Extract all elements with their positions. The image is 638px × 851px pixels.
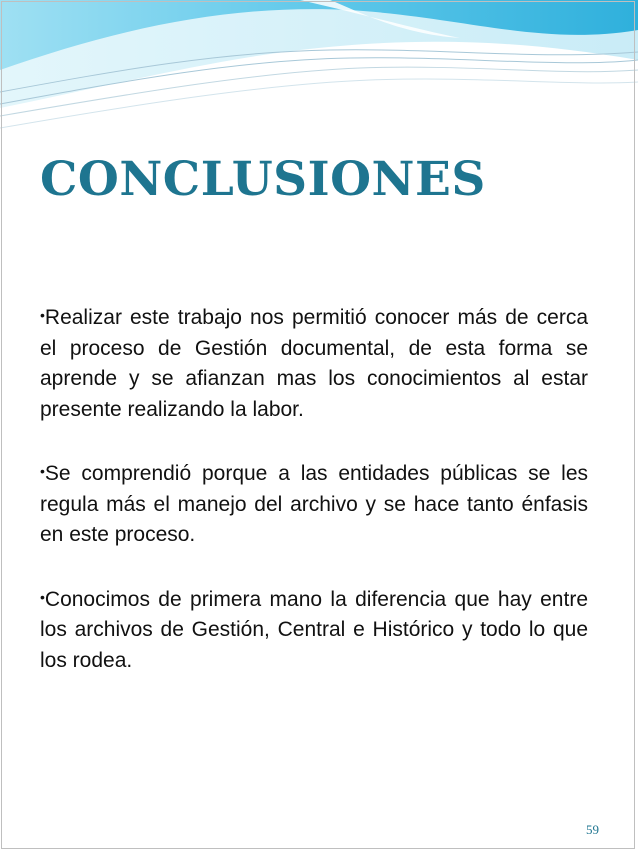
slide-title: CONCLUSIONES xyxy=(40,152,486,207)
bullet-icon: • xyxy=(40,307,45,323)
paragraph-text: Se comprendió porque a las entidades públicas se les regula más el manejo del archivo y se hace tanto énfasis en este proceso. xyxy=(40,462,588,546)
bullet-paragraph-2 xyxy=(40,456,588,551)
page-number: 59 xyxy=(586,822,599,837)
bullet-paragraph-3 xyxy=(40,582,588,677)
paragraph-text: Realizar este trabajo nos permitió conocer más de cerca el proceso de Gestión documental, de esta forma se aprende y se afianzan mas los conocimientos al estar presente realizando la labor. xyxy=(40,306,588,421)
bullet-icon: • xyxy=(40,463,45,479)
paragraph-text: Conocimos de primera mano la diferencia que hay entre los archivos de Gestión, Central e Histórico y todo lo que los rodea. xyxy=(40,587,588,672)
bullet-icon: • xyxy=(40,588,45,605)
conclusions-body xyxy=(40,300,588,707)
bullet-paragraph-1 xyxy=(40,300,588,425)
header-wave-decoration xyxy=(0,0,638,140)
